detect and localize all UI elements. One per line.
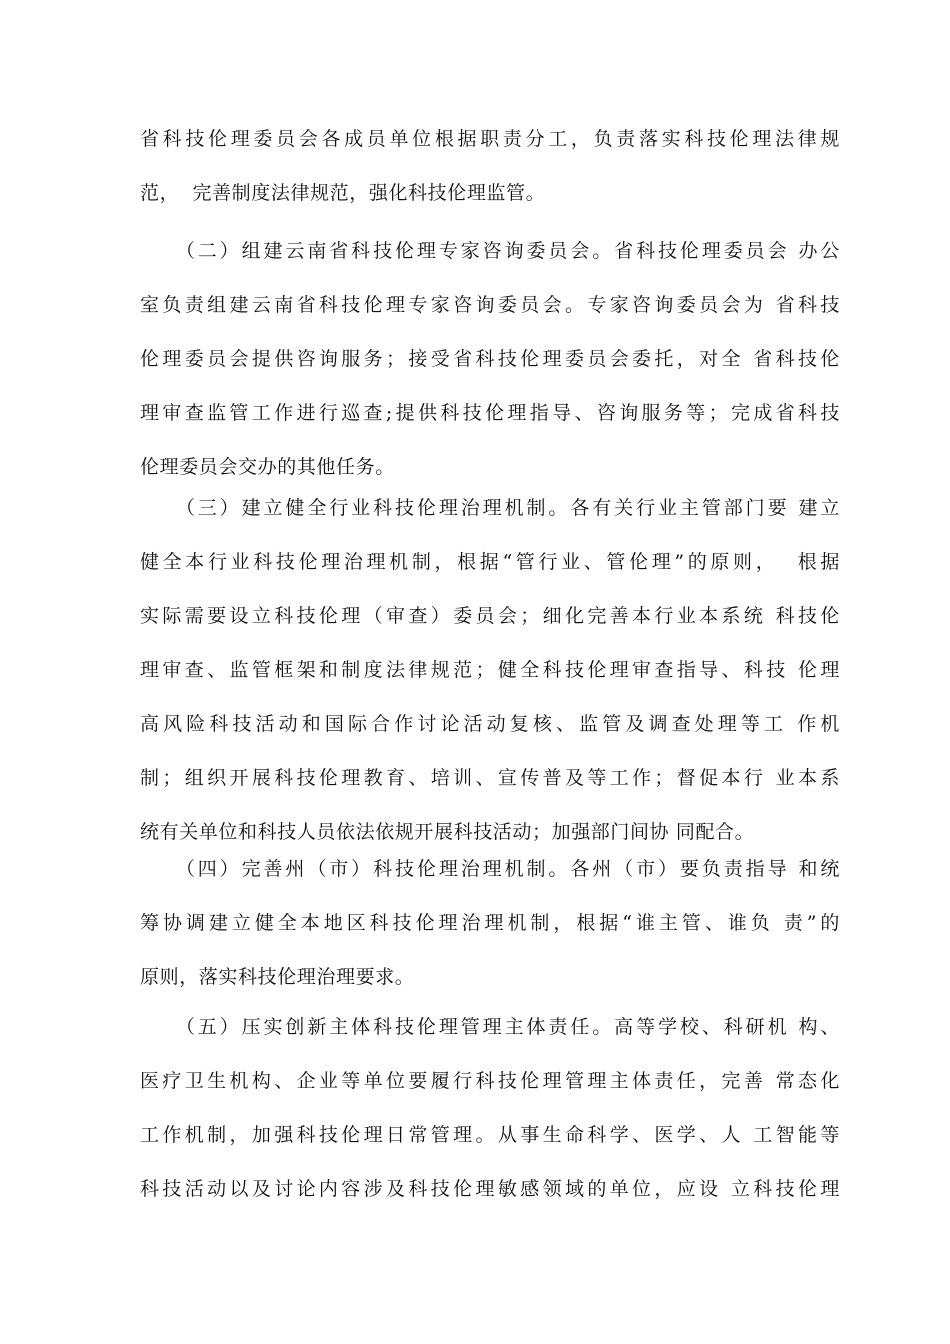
text-line: 室负责组建云南省科技伦理专家咨询委员会。专家咨询委员会为 省科技 (140, 294, 840, 316)
text-line: 原则，落实科技伦理治理要求。 (140, 966, 415, 988)
text-line: 理审查监管工作进行巡查;提供科技伦理指导、咨询服务等；完成省科技 (140, 402, 840, 424)
paragraph-3 (140, 481, 840, 859)
text-line: 伦理委员会交办的其他任务。 (140, 456, 395, 478)
text-line: 工作机制，加强科技伦理日常管理。从事生命科学、医学、人 工智能等 (140, 1124, 840, 1146)
text-line: 省科技伦理委员会各成员单位根据职责分工，负责落实科技伦理法律规 (140, 128, 840, 150)
paragraph-1 (140, 112, 840, 220)
text-line: 高风险科技活动和国际合作讨论活动复核、监管及调查处理等工 作机 (140, 713, 840, 735)
text-line: 统有关单位和科技人员依法依规开展科技活动；加强部门间协 同配合。 (140, 821, 755, 843)
text-line: 理审查、监管框架和制度法律规范；健全科技伦理审查指导、科技 伦理 (140, 659, 840, 681)
text-line: 伦理委员会提供咨询服务；接受省科技伦理委员会委托，对全 省科技伦 (140, 348, 840, 370)
text-line: （二）组建云南省科技伦理专家咨询委员会。省科技伦理委员会 办公 (140, 240, 840, 262)
text-line: （四）完善州（市）科技伦理治理机制。各州（市）要负责指导 和统 (140, 858, 840, 880)
text-line: 医疗卫生机构、企业等单位要履行科技伦理管理主体责任，完善 常态化 (140, 1070, 840, 1092)
paragraph-2 (140, 224, 840, 494)
text-line: 实际需要设立科技伦理（审查）委员会；细化完善本行业本系统 科技伦 (140, 605, 840, 627)
text-line: 科技活动以及讨论内容涉及科技伦理敏感领域的单位，应设 立科技伦理 (140, 1178, 840, 1200)
text-line: （五）压实创新主体科技伦理管理主体责任。高等学校、科研机 构、 (140, 1016, 840, 1038)
paragraph-4 (140, 842, 840, 1004)
text-line: 健全本行业科技伦理治理机制，根据“管行业、管伦理”的原则， 根据 (140, 551, 840, 573)
paragraph-5 (140, 1000, 840, 1216)
text-line: 筹协调建立健全本地区科技伦理治理机制，根据“谁主管、谁负 责”的 (140, 912, 840, 934)
text-line: 范， 完善制度法律规范，强化科技伦理监管。 (140, 182, 546, 204)
text-line: （三）建立健全行业科技伦理治理机制。各有关行业主管部门要 建立 (140, 497, 840, 519)
text-line: 制；组织开展科技伦理教育、培训、宣传普及等工作；督促本行 业本系 (140, 767, 840, 789)
